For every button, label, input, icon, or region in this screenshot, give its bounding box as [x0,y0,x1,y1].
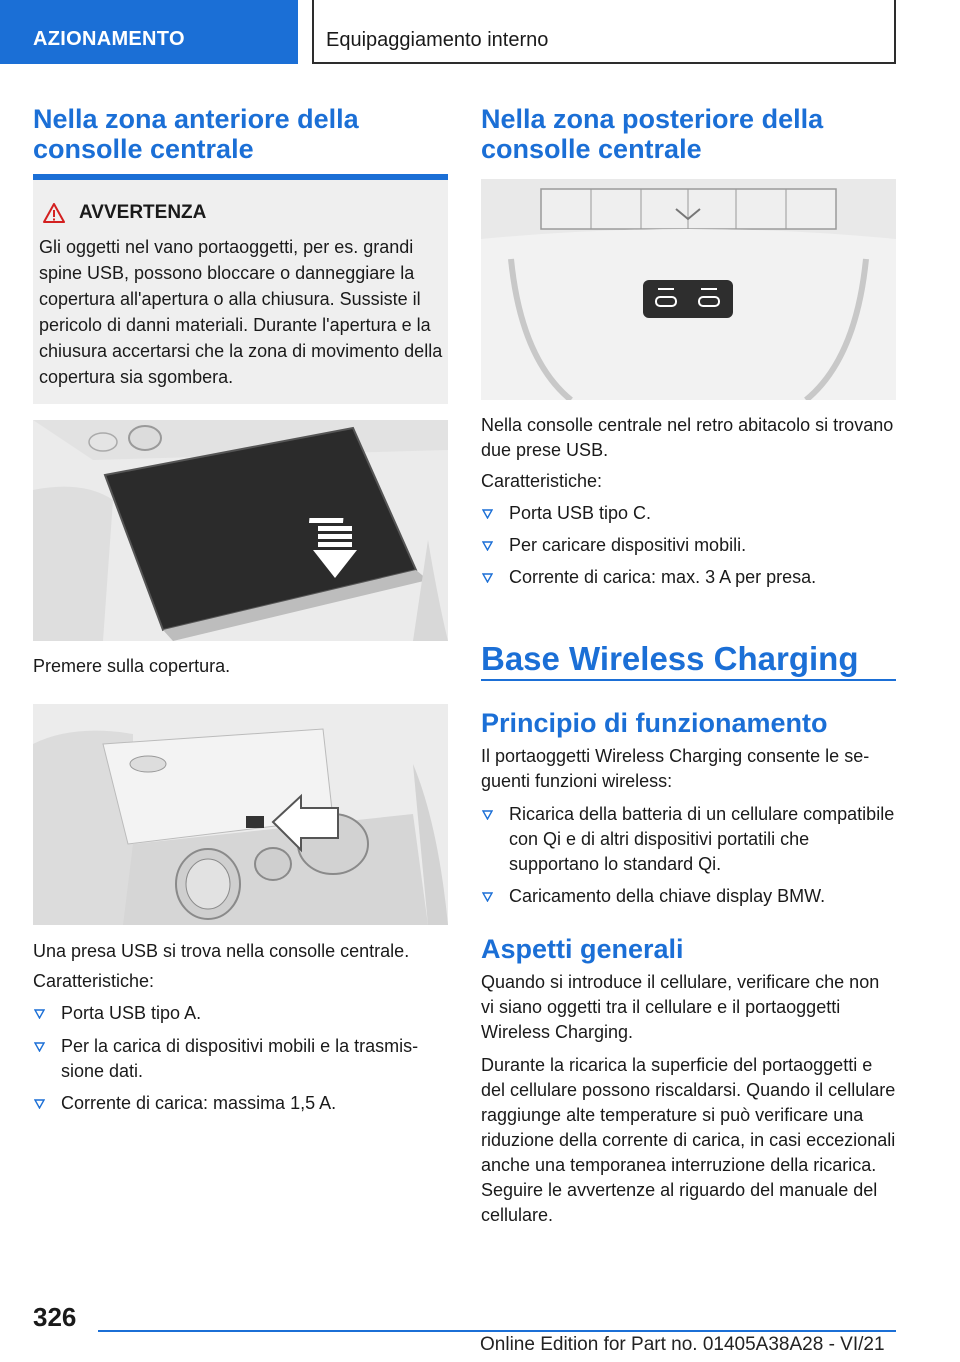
list-bullet-icon [482,573,493,583]
footer-rule [98,1330,896,1332]
subheading-principle: Principio di funzionamento [481,708,828,738]
features-label-left: Caratteristiche: [33,971,155,991]
front-console-heading: Nella zona anteriore della consolle centrale [33,104,359,164]
warning-title: AVVERTENZA [79,202,207,223]
list-item [481,884,896,909]
page-number: 326 [33,1302,77,1332]
chapter-box [312,0,896,64]
cover-press-image [33,420,448,641]
rear-usb-image [481,179,896,400]
list-item-text: Corrente di carica: massima 1,5 A. [61,1093,337,1113]
features-label-right: Caratteristiche: [481,471,603,491]
list-item-text: Ricarica della batteria di un cellulare compatibile con Qi e di altri dispositivi portatili che supportano lo standard Qi. [509,804,895,874]
list-bullet-icon [34,1009,45,1019]
general-text-2: Durante la ricarica la superficie del portaoggetti e del cellulare possono riscaldarsi. Quando il cellulare raggiunge alte temperature si può verificare una riduzione della corrente di carica, in casi eccezionali anche una temporanea interruzione della ricarica. Seguire le avvertenze al riguardo del manuale del cellulare. [481,1055,896,1225]
list-item-text: Per la carica di dispositivi mobili e la trasmissione dati. [61,1036,419,1081]
caption-usb-rear: Nella consolle centrale nel retro abitacolo si trovano due prese USB. [481,415,894,460]
list-bullet-icon [482,509,493,519]
section-title: AZIONAMENTO [33,28,185,50]
section-heading-wireless: Base Wireless Charging [481,640,859,677]
subheading-general: Aspetti generali [481,934,684,964]
list-item-text: Porta USB tipo C. [509,503,652,523]
list-item [33,1034,448,1084]
list-item [481,802,896,877]
list-bullet-icon [34,1099,45,1109]
list-item [33,1001,448,1026]
list-item [481,565,896,590]
general-text-1: Quando si introduce il cellulare, verificare che non vi siano oggetti tra il cellulare e il portaoggetti Wireless Charging. [481,972,880,1042]
list-item [33,1091,448,1116]
rear-console-heading: Nella zona posteriore della consolle centrale [481,104,824,164]
list-item [481,533,896,558]
list-item-text: Corrente di carica: max. 3 A per presa. [509,567,817,587]
list-bullet-icon [34,1042,45,1052]
list-item [481,501,896,526]
list-item-text: Porta USB tipo A. [61,1003,202,1023]
warning-text: Gli oggetti nel vano portaoggetti, per es. grandi spine USB, possono bloccare o danneggiare la copertura all'apertura o alla chiusura. Sussiste il pericolo di danni materiali. Durante l'apertura e la chiusura accertarsi che la zona di movimento della copertura sia sgombera. [39,237,443,387]
footer-edition: Online Edition for Part no. 01405A38A28 - VI/21 [480,1334,885,1355]
section-tab [0,0,298,64]
section-rule [481,679,896,681]
principle-text: Il portaoggetti Wireless Charging consente le seguenti funzioni wireless: [481,746,870,791]
caption-usb-front: Una presa USB si trova nella consolle centrale. [33,941,410,961]
list-item-text: Caricamento della chiave display BMW. [509,886,826,906]
list-bullet-icon [482,892,493,902]
list-item-text: Per caricare dispositivi mobili. [509,535,747,555]
list-bullet-icon [482,541,493,551]
caption-press-cover: Premere sulla copertura. [33,656,231,676]
warning-box [33,180,448,404]
usb-socket-image [33,704,448,925]
chapter-title: Equipaggiamento interno [326,29,549,51]
warning-title-row [43,202,206,224]
list-bullet-icon [482,810,493,820]
warning-triangle-icon [43,203,65,223]
